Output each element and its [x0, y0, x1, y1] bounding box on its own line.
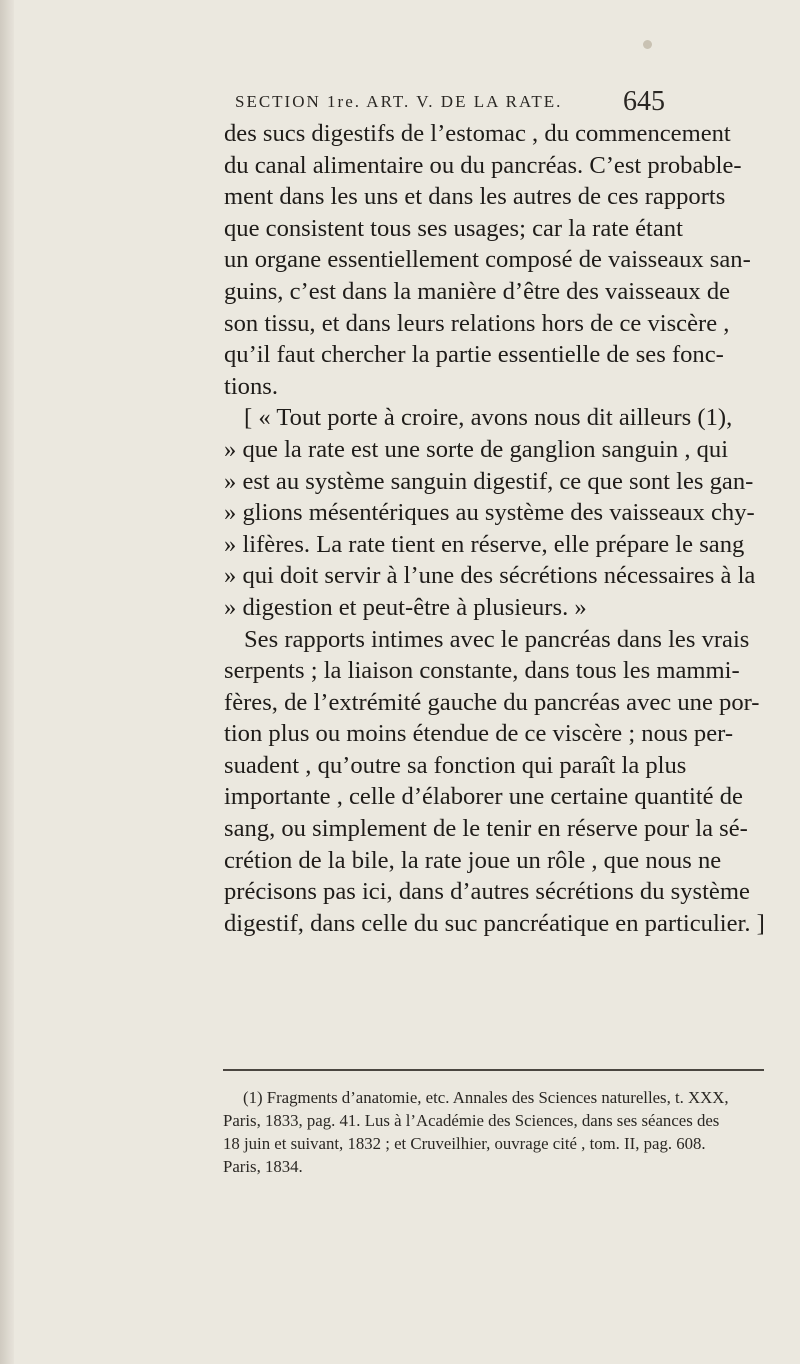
page-binding-edge — [0, 0, 14, 1364]
text-line: Ses rapports intimes avec le pancréas dans les vrais — [244, 625, 750, 653]
page-number: 645 — [623, 86, 665, 117]
footnote-line: Paris, 1833, pag. 41. Lus à l’Académie des Sciences, dans ses séances des — [223, 1111, 720, 1130]
footnote-line: (1) Fragments d’anatomie, etc. Annales des Sciences naturelles, t. XXX, — [243, 1088, 729, 1107]
text-line: des sucs digestifs de l’estomac , du commencement — [224, 120, 731, 147]
text-line: » lifères. La rate tient en réserve, elle prépare le sang — [224, 530, 745, 558]
text-line: » que la rate est une sorte de ganglion sanguin , qui — [224, 435, 729, 463]
text-line: sang, ou simplement de le tenir en réserve pour la sé- — [224, 815, 748, 843]
text-line: » est au système sanguin digestif, ce que sont les gan- — [224, 467, 754, 495]
text-line: importante , celle d’élaborer une certaine quantité de — [224, 783, 743, 811]
footnote — [223, 1086, 768, 1178]
text-line: qu’il faut chercher la partie essentielle de ses fonc- — [224, 341, 724, 369]
text-line: » glions mésentériques au système des vaisseaux chy- — [224, 499, 755, 527]
footnote-line: Paris, 1834. — [223, 1157, 303, 1176]
text-line: fères, de l’extrémité gauche du pancréas avec une por- — [224, 688, 760, 716]
text-line: guins, c’est dans la manière d’être des vaisseaux de — [224, 277, 731, 305]
text-line: suadent , qu’outre sa fonction qui paraît la plus — [224, 751, 687, 779]
text-line: tions. — [224, 372, 278, 400]
page-header — [235, 86, 665, 122]
text-line: serpents ; la liaison constante, dans tous les mammi- — [224, 657, 740, 685]
running-head: SECTION 1re. ART. V. DE LA RATE. — [235, 92, 563, 111]
footnote-line: 18 juin et suivant, 1832 ; et Cruveilhier, ouvrage cité , tom. II, pag. 608. — [223, 1134, 706, 1153]
text-line: » digestion et peut-être à plusieurs. » — [224, 593, 587, 621]
main-text — [224, 118, 764, 939]
text-line: son tissu, et dans leurs relations hors de ce viscère , — [224, 309, 730, 337]
text-line: précisons pas ici, dans d’autres sécrétions du système — [224, 878, 750, 906]
text-line: digestif, dans celle du suc pancréatique en particulier. ] — [224, 909, 765, 937]
text-line: un organe essentiellement composé de vaisseaux san- — [224, 246, 751, 274]
text-line: du canal alimentaire ou du pancréas. C’est probable- — [224, 151, 742, 179]
text-line: [ « Tout porte à croire, avons nous dit ailleurs (1), — [244, 404, 733, 432]
text-line: » qui doit servir à l’une des sécrétions nécessaires à la — [224, 562, 756, 590]
text-line: crétion de la bile, la rate joue un rôle , que nous ne — [224, 846, 722, 874]
paper-spot — [643, 40, 652, 49]
text-line: tion plus ou moins étendue de ce viscère ; nous per- — [224, 720, 734, 748]
text-line: que consistent tous ses usages; car la rate étant — [224, 214, 683, 242]
text-line: ment dans les uns et dans les autres de ces rapports — [224, 183, 726, 211]
footnote-separator — [223, 1069, 764, 1071]
